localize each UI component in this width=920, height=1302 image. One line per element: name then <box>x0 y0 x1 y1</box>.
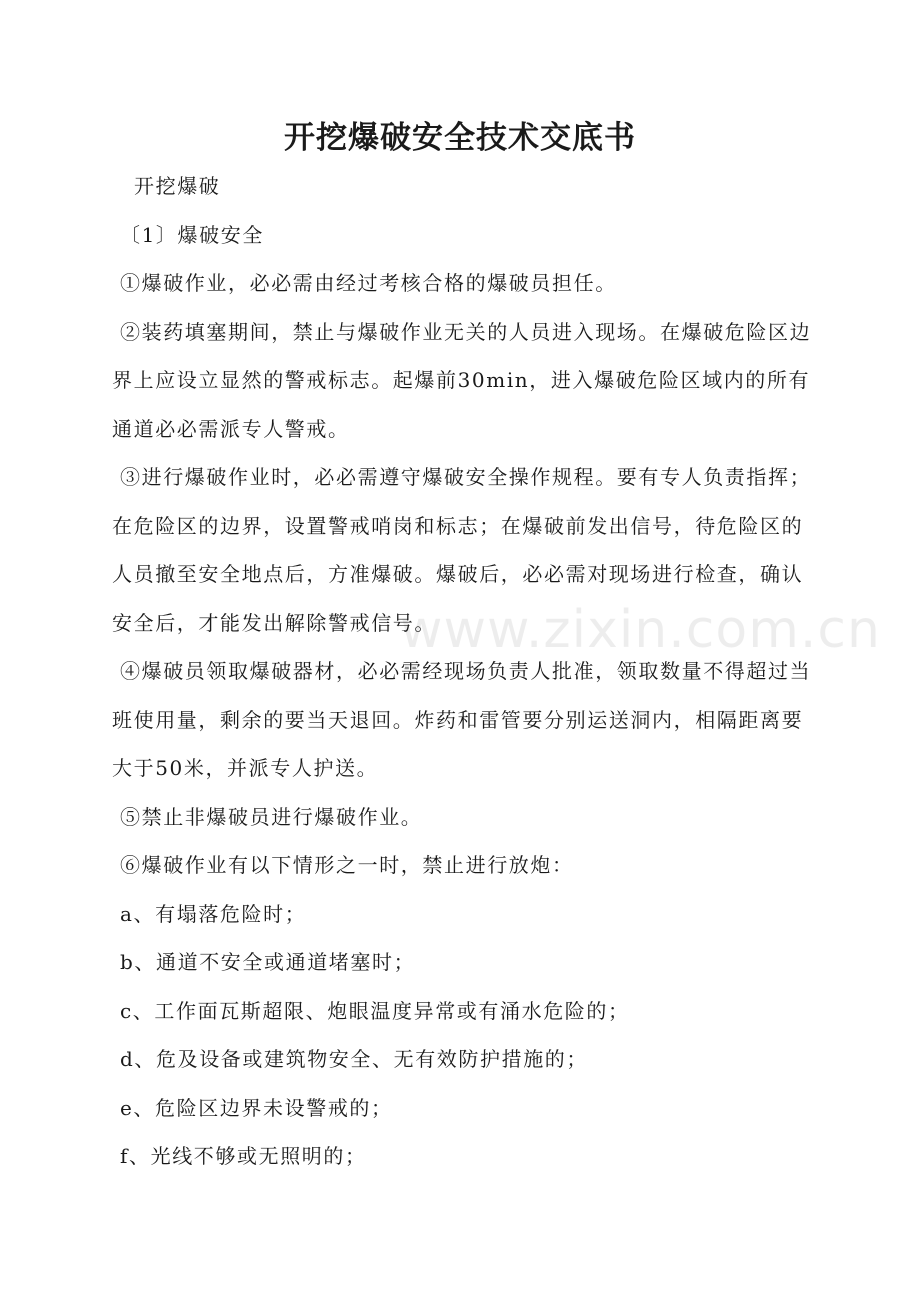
list-item-d: d、危及设备或建筑物安全、无有效防护措施的； <box>120 1047 589 1071</box>
list-item-a: a、有塌落危险时； <box>120 901 307 926</box>
paragraph-section-heading: 开挖爆破 <box>134 174 221 198</box>
document-body <box>112 162 824 1181</box>
list-item-b: b、通道不安全或通道堵塞时； <box>120 950 416 974</box>
list-item-e: e、危险区边界未设警戒的； <box>120 1095 393 1120</box>
document-title: 开挖爆破安全技术交底书 <box>284 120 636 156</box>
paragraph-item-2: ②装药填塞期间，禁止与爆破作业无关的人员进入现场。在爆破危险区边界上应设立显然的警戒标志。起爆前30min，进入爆破危险区域内的所有通道必必需派专人警戒。 <box>112 319 812 441</box>
paragraph-subsection-heading: 〔1〕爆破安全 <box>120 222 264 247</box>
paragraph-item-4: ④爆破员领取爆破器材，必必需经现场负责人批准，领取数量不得超过当班使用量，剩余的要当天退回。炸药和雷管要分别运送洞内，相隔距离要大于50米，并派专人护送。 <box>112 659 812 780</box>
list-item-f: f、光线不够或无照明的； <box>120 1144 367 1168</box>
paragraph-item-3: ③进行爆破作业时，必必需遵守爆破安全操作规程。要有专人负责指挥；在危险区的边界，设置警戒哨岗和标志；在爆破前发出信号，待危险区的人员撤至安全地点后，方准爆破。爆破后，必必需对现场进行检查，确认安全后，才能发出解除警戒信号。 <box>112 465 812 635</box>
list-item-c: c、工作面瓦斯超限、炮眼温度异常或有涌水危险的； <box>120 998 630 1023</box>
paragraph-item-6: ⑥爆破作业有以下情形之一时，禁止进行放炮： <box>120 853 574 877</box>
paragraph-item-5: ⑤禁止非爆破员进行爆破作业。 <box>120 804 423 829</box>
paragraph-item-1: ①爆破作业，必必需由经过考核合格的爆破员担任。 <box>120 271 617 295</box>
watermark: www.zixin.com.cn <box>400 600 881 660</box>
